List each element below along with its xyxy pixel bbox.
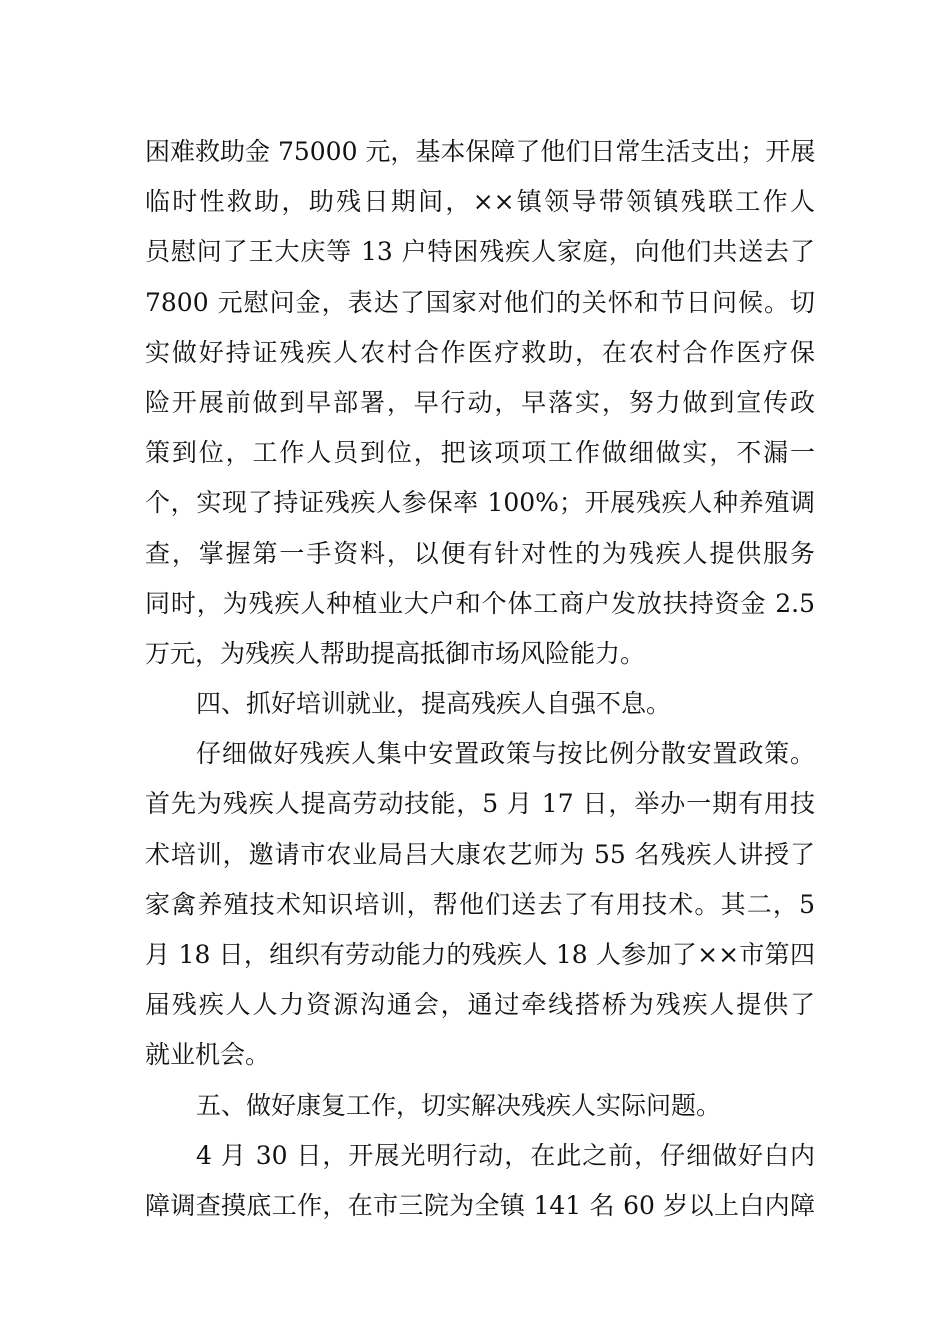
text-line: 险开展前做到早部署，早行动，早落实，努力做到宣传政 [145, 387, 815, 417]
text-line: 临时性救助，助残日期间，××镇领导带领镇残联工作人 [145, 187, 815, 217]
text-line: 就业机会。 [145, 1040, 271, 1070]
text-line: 同时，为残疾人种植业大户和个体工商户发放扶持资金 2.5 [145, 588, 815, 618]
section-heading-text: 四、抓好培训就业，提高残疾人自强不息。 [196, 689, 672, 719]
text-line: 障调查摸底工作，在市三院为全镇 141 名 60 岁以上白内障 [145, 1190, 815, 1220]
document-body [145, 127, 815, 1231]
text-line: 万元，为残疾人帮助提高抵御市场风险能力。 [145, 638, 646, 668]
text-line: 术培训，邀请市农业局吕大康农艺师为 55 名残疾人讲授了 [145, 839, 815, 869]
text-line: 策到位，工作人员到位，把该项项工作做细做实，不漏一 [145, 438, 815, 468]
paragraph-training-employment [145, 729, 815, 1080]
text-line: 查，掌握第一手资料，以便有针对性的为残疾人提供服务 [145, 538, 815, 568]
text-line: 届残疾人人力资源沟通会，通过牵线搭桥为残疾人提供了 [145, 990, 815, 1020]
text-line: 员慰问了王大庆等 13 户特困残疾人家庭，向他们共送去了 [145, 237, 815, 267]
text-line: 个，实现了持证残疾人参保率 100%；开展残疾人种养殖调 [145, 488, 815, 518]
text-line: 7800 元慰问金，表达了国家对他们的关怀和节日问候。切 [145, 287, 815, 317]
text-line: 家禽养殖技术知识培训，帮他们送去了有用技术。其二，5 [145, 889, 815, 919]
paragraph-relief-aid [145, 127, 815, 679]
text-line: 仔细做好残疾人集中安置政策与按比例分散安置政策。 [196, 739, 815, 769]
section-heading-text: 五、做好康复工作，切实解决残疾人实际问题。 [196, 1090, 722, 1120]
text-line: 首先为残疾人提高劳动技能，5 月 17 日，举办一期有用技 [145, 789, 815, 819]
text-line: 月 18 日，组织有劳动能力的残疾人 18 人参加了××市第四 [145, 940, 815, 969]
section-heading-training [145, 679, 815, 729]
paragraph-cataract-campaign [145, 1131, 815, 1231]
section-heading-rehabilitation [145, 1081, 815, 1131]
text-line: 实做好持证残疾人农村合作医疗救助，在农村合作医疗保 [145, 337, 815, 367]
text-line: 4 月 30 日，开展光明行动，在此之前，仔细做好白内 [196, 1140, 815, 1170]
text-line: 困难救助金 75000 元，基本保障了他们日常生活支出；开展 [145, 137, 816, 166]
